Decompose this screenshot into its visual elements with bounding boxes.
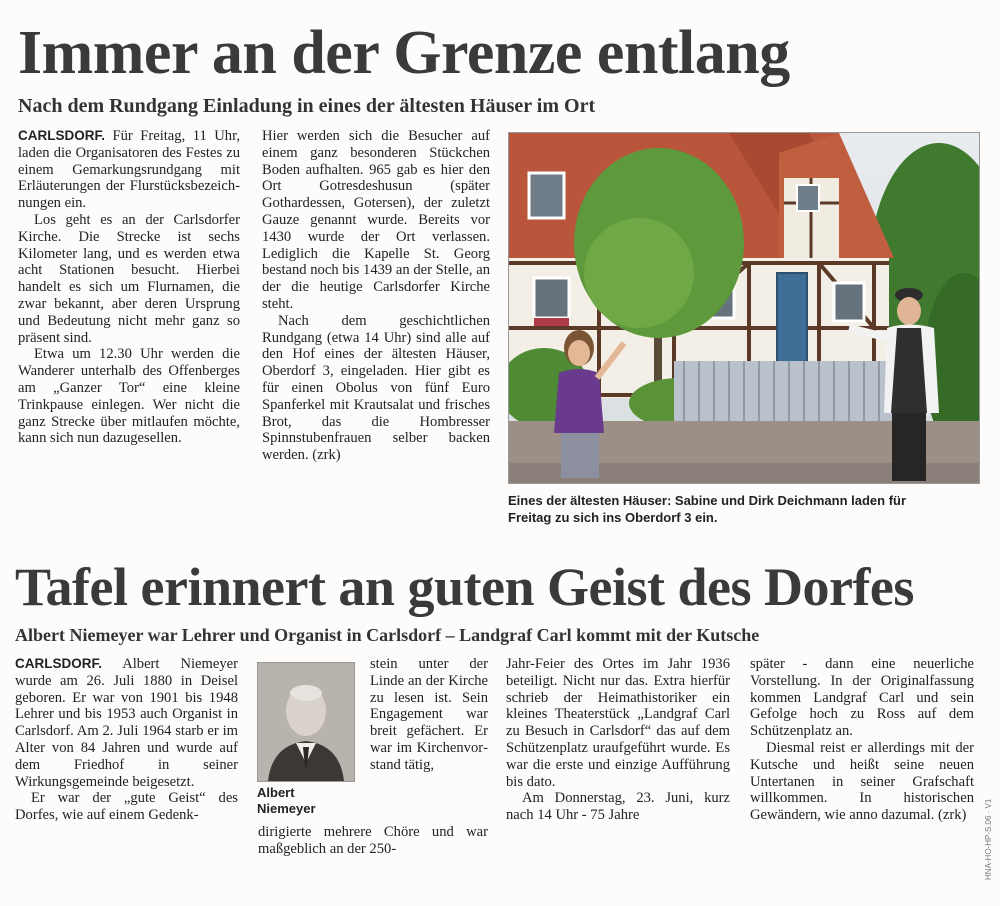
article2-paragraph: stein unter der Linde an der Kirche zu lesen ist. Sein Engagement war breit gefächert. Er war im Kirchenvorstand tätig, (370, 656, 488, 773)
article2-paragraph: Albert Niemeyer wurde am 26. Juli 1880 in Deisel geboren. Er war von 1901 bis 1948 Lehrer und bis 1953 auch Organist in Carlsdorf. Am 2. Juli 1964 starb er im Alter von 84 Jahren und wurde auf dem Friedhof in seiner Wirkungsgemeinde beigesetzt. (15, 656, 238, 790)
article1-column-1 (18, 128, 240, 447)
article2-column-4 (750, 656, 974, 824)
caption-line: Albert (257, 785, 295, 800)
article1-headline: Immer an der Grenze entlang (18, 19, 790, 87)
article2-dateline: CARLSDORF. (15, 656, 102, 671)
article2-paragraph: dirigierte mehrere Chöre und war maßgeblich an der 250- (258, 824, 488, 857)
article2-column-1 (15, 656, 238, 824)
article1-subheadline: Nach dem Rundgang Einladung in eines der ältesten Häuser im Ort (18, 95, 596, 117)
article1-column-2 (262, 128, 490, 464)
house-photo-illustration (509, 133, 979, 483)
article1-paragraph: Für Freitag, 11 Uhr, laden die Organisatoren des Festes zu einem Gemarkungsrundgang mit Erläuterungen der Flurstücksbezeichnungen ein. (18, 128, 240, 212)
article2-subheadline: Albert Niemeyer war Lehrer und Organist in Carlsdorf – Landgraf Carl kommt mit der Kutsche (15, 625, 760, 645)
article1-paragraph: Hier werden sich die Besucher auf einem ganz besonderen Stückchen Boden aufhalten. 965 gab es hier den Ort Gotresdeshusun (später Gothardessen, Gotersen), der zuletzt Gauze genannt wurde. Bereits vor 1430 wurde der Ort verlassen. Lediglich die Kapelle St. Georg bestand noch bis 1439 an der Stelle, an der die heutige Carlsdorfer Kirche steht. (262, 128, 490, 312)
article2-paragraph: später - dann eine neuerliche Vorstellung. In der Originalfassung kommen Landgraf Carl und sein Gefolge hoch zu Ross auf dem Schützenplatz an. (750, 656, 974, 740)
article2-paragraph: Am Donnerstag, 23. Juni, kurz nach 14 Uhr - 75 Jahre (506, 790, 730, 824)
page-reference-note: HNA-HO-HP-S.06 · V1 (984, 798, 993, 880)
article1-paragraph: Etwa um 12.30 Uhr werden die Wanderer unterhalb des Offenberges am „Ganzer Tor“ eine kleine Trinkpause einlegen. Wer nicht die ganz Strecke über mitlaufen möchte, kann sich nun dazugesellen. (18, 346, 240, 447)
caption-line: Freitag zu sich ins Oberdorf 3 ein. (508, 510, 718, 525)
portrait-photo (257, 662, 355, 782)
article2-column-2-bottom (258, 824, 488, 858)
article1-dateline: CARLSDORF. (18, 128, 105, 143)
portrait-caption (257, 785, 357, 817)
article1-paragraph: Los geht es an der Carlsdorfer Kirche. Die Strecke ist sechs Kilometer lang, und es werden etwa acht Stationen besucht. Hierbei handelt es sich um Flurnamen, die zwar bekannt, aber deren Ursprung und Bedeutung nicht mehr ganz so präsent sind. (18, 211, 240, 346)
house-photo-caption (508, 492, 986, 526)
caption-line: Eines der ältesten Häuser: Sabine und Dirk Deichmann laden für (508, 493, 907, 508)
article2-headline: Tafel erinnert an guten Geist des Dorfes (15, 557, 914, 617)
article2-column-2-top (370, 656, 488, 774)
caption-line: Niemeyer (257, 801, 316, 816)
house-photo (508, 132, 980, 484)
portrait-illustration (258, 663, 354, 781)
article2-paragraph: Er war der „gute Geist“ des Dorfes, wie auf einem Gedenk- (15, 790, 238, 824)
article2-column-3 (506, 656, 730, 824)
article2-paragraph: Jahr-Feier des Ortes im Jahr 1936 beteiligt. Nicht nur das. Extra hierfür schrieb der Heimathistoriker ein kleines Theaterstück „Landgraf Carl zu Besuch in Carlsdorf“ das auf dem Schützenplatz uraufgeführt wurde. Es war die erste und einzige Aufführung bis dato. (506, 656, 730, 790)
article1-paragraph: Nach dem geschichtlichen Rundgang (etwa 14 Uhr) sind alle auf den Hof eines der ältesten Häuser, Oberdorf 3, eingeladen. Hier gibt es für einen Obolus von fünf Euro Spanferkel mit Krautsalat und frisches Brot, das die Hombresser Spinnstubenfrauen selber backen werden. (zrk) (262, 312, 490, 464)
article2-paragraph: Diesmal reist er allerdings mit der Kutsche und heißt seine neuen Untertanen in seiner Grafschaft willkommen. In historischen Gewändern, wie anno dazumal. (zrk) (750, 739, 974, 824)
